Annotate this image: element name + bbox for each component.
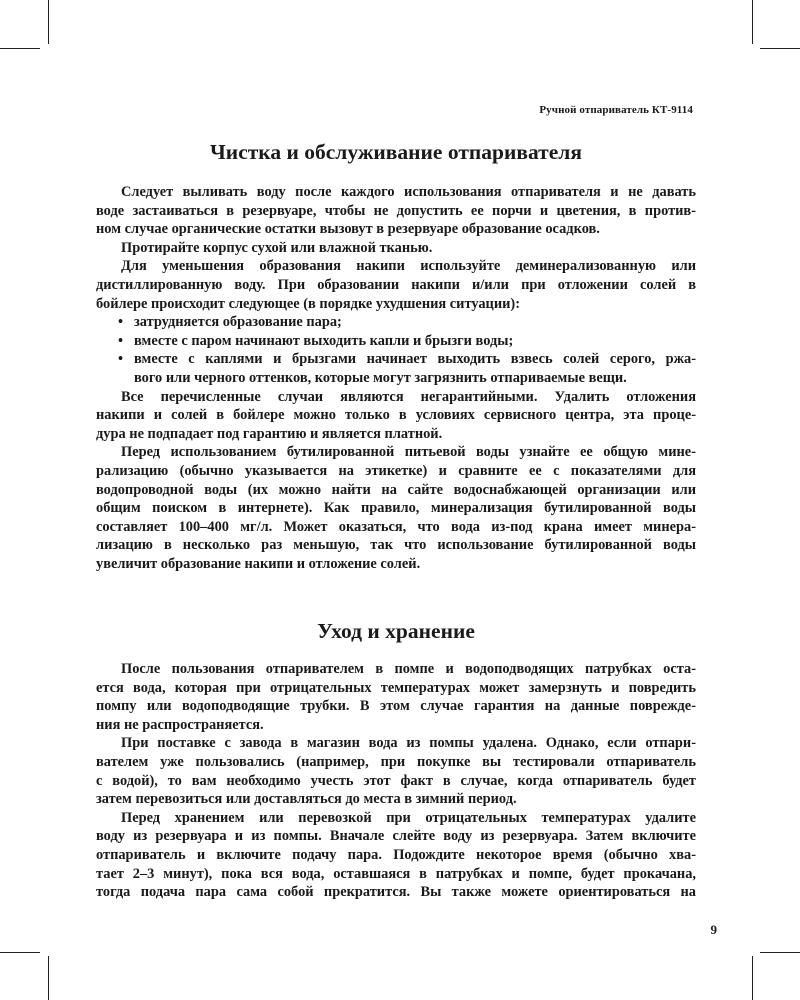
paragraph-line: лизацию в несколько раз меньшую, так что использование бутилированной воды [96,537,696,554]
paragraph-line: затем перевозиться или доставляться до места в зимний период. [96,791,517,808]
paragraph-line: ния не распространяется. [96,716,264,733]
paragraph-line: с водой), то вам необходимо учесть этот факт в случае, когда отпариватель будет [96,772,696,789]
paragraph-line: Все перечисленные случаи являются негарантийными. Удалить отложения [121,388,696,405]
paragraph-line: ном случае органические остатки вызовут в резервуаре образование осадков. [96,221,600,238]
paragraph-line: Протирайте корпус сухой или влажной тканью. [121,239,433,256]
paragraph-line: После пользования отпаривателем в помпе и водоподводящих патрубках оста- [121,661,696,677]
crop-mark [760,48,800,49]
paragraph-line: вателем уже пользовались (например, при покупке вы тестировали отпариватель [96,753,696,770]
section-body-cleaning [96,183,696,573]
section-body-care-storage [96,660,696,902]
crop-mark [0,952,40,953]
paragraph-line: помпу или водоподводящие трубки. В этом случае гарантия на данные поврежде- [96,698,696,715]
paragraph-line: Перед хранением или перевозкой при отрицательных температурах удалите [121,809,696,826]
paragraph-line: Для уменьшения образования накипи используйте деминерализованную или [121,258,696,275]
crop-mark [752,956,753,1000]
paragraph-line: тает 2–3 минут), пока вся вода, оставшаяся в патрубках и помпе, будет прокачана, [96,865,696,882]
list-item [96,313,696,332]
paragraph-line: тогда подача пара сама собой прекратится. Вы также можете ориентироваться на [96,884,696,901]
paragraph-line: отпариватель и включите подачу пара. Подождите некоторое время (обычно хва- [96,846,696,863]
crop-mark [0,48,40,49]
paragraph-line: водопроводной воды (их можно найти на сайте водоснабжающей организации или [96,481,696,498]
list-item-text: вместе с каплями и брызгами начинает выходить взвесь солей серого, ржа- [134,351,696,368]
paragraph-line: увеличит образование накипи и отложение солей. [96,555,421,572]
list-item [96,350,696,369]
list-item-text: затрудняется образование пара; [134,314,342,331]
paragraph-line: дистиллированную воду. При образовании накипи и/или при отложении солей в [96,276,696,293]
list-item-text: вместе с паром начинают выходить капли и брызги воды; [134,332,514,349]
crop-mark [760,952,800,953]
paragraph-line: Следует выливать воду после каждого использования отпаривателя и не давать [121,184,696,200]
page-number: 9 [710,922,717,937]
crop-mark [48,956,49,1000]
paragraph-line: общим поиском в интернете). Как правило, минерализация бутилированной воды [96,500,696,517]
list-item [96,332,696,351]
bullet-icon: • [118,351,124,368]
paragraph-line: ется вода, которая при отрицательных температурах может замерзнуть и повредить [96,679,696,696]
paragraph-line: накипи и солей в бойлере можно только в условиях сервисного центра, эта проце- [96,407,696,424]
crop-mark [48,0,49,44]
paragraph-line: бойлере происходит следующее (в порядке ухудшения ситуации): [96,295,521,312]
paragraph-line: дура не подпадает под гарантию и является платной. [96,425,443,442]
crop-mark [752,0,753,44]
paragraph-line: составляет 100–400 мг/л. Может оказаться, что вода из-под крана имеет минера- [96,518,696,535]
paragraph-line: рализацию (обычно указывается на этикетке) и сравните ее с показателями для [96,462,696,479]
paragraph-line: При поставке с завода в магазин вода из помпы удалена. Однако, если отпари- [121,735,696,752]
section-title-care-storage: Уход и хранение [317,619,475,643]
section-title-cleaning: Чистка и обслуживание отпаривателя [210,140,582,164]
paragraph-line: воде застаиваться в резервуаре, чтобы не допустить ее порчи и цветения, в против- [96,202,696,219]
running-header: Ручной отпариватель КТ-9114 [539,104,693,116]
paragraph-line: Перед использованием бутилированной питьевой воды узнайте ее общую мине- [121,444,696,461]
list-item-continuation: вого или черного оттенков, которые могут загрязнить отпариваемые вещи. [134,369,627,386]
bullet-icon: • [118,332,124,349]
bullet-icon: • [118,314,124,331]
paragraph-line: воду из резервуара и из помпы. Вначале слейте воду из резервуара. Затем включите [96,828,696,845]
